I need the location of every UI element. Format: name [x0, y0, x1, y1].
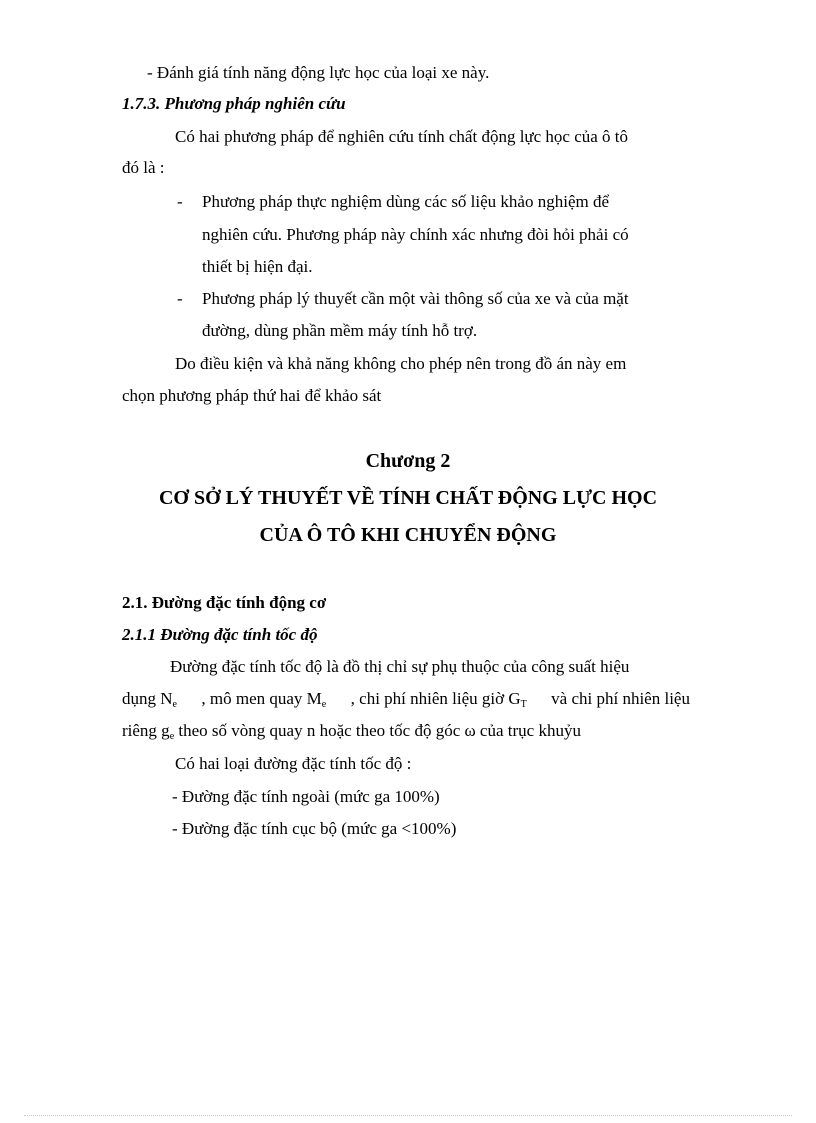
- paragraph-speed-line3: riêng $g_e$ theo số vòng quay n hoặc theo tốc độ góc ω của trục khuỷu: [122, 721, 581, 742]
- paragraph-speed-line1: Đường đặc tính tốc độ là đồ thị chỉ sự phụ thuộc của công suất hiệu: [170, 657, 630, 676]
- chapter-title-line2: CỦA Ô TÔ KHI CHUYỂN ĐỘNG: [259, 524, 557, 546]
- paragraph-choice-line2: chọn phương pháp thứ hai để khảo sát: [122, 386, 382, 405]
- paragraph-methods-line1: Có hai phương pháp để nghiên cứu tính chất động lực học của ô tô: [175, 127, 629, 146]
- type-external: - Đường đặc tính ngoài (mức ga 100%): [172, 787, 440, 806]
- type-partial: - Đường đặc tính cục bộ (mức ga <100%): [172, 819, 457, 838]
- chapter-title-line1: CƠ SỞ LÝ THUYẾT VỀ TÍNH CHẤT ĐỘNG LỰC HỌC: [158, 487, 658, 509]
- line2-seg-a: dụng $N_e$: [122, 689, 177, 710]
- line2-seg-c: , chi phí nhiên liệu giờ $G_T$: [350, 689, 527, 710]
- list-item-2-line1: Phương pháp lý thuyết cần một vài thông số của xe và của mặt: [202, 289, 629, 308]
- list-item-2-line2: đường, dùng phần mềm máy tính hỗ trợ.: [202, 321, 478, 340]
- list-item-1-line1: Phương pháp thực nghiệm dùng các số liệu khảo nghiệm để: [202, 192, 610, 211]
- heading-2-1-1: 2.1.1 Đường đặc tính tốc độ: [122, 625, 318, 644]
- line2-seg-b: , mô men quay $M_e$: [201, 689, 327, 710]
- heading-2-1: 2.1. Đường đặc tính động cơ: [122, 593, 327, 612]
- heading-1-7-3: 1.7.3. Phương pháp nghiên cứu: [122, 94, 346, 113]
- bullet-evaluate: - Đánh giá tính năng động lực học của loại xe này.: [147, 63, 490, 82]
- page-bottom-dotted-rule: [24, 1115, 792, 1116]
- line2-seg-d: và chi phí nhiên liệu: [551, 689, 690, 708]
- types-intro: Có hai loại đường đặc tính tốc độ :: [175, 754, 412, 773]
- list-item-1-line3: thiết bị hiện đại.: [202, 257, 313, 276]
- list-item-1-line2: nghiên cứu. Phương pháp này chính xác nhưng đòi hỏi phải có: [202, 225, 629, 244]
- paragraph-speed-line2: [122, 688, 690, 710]
- list-dash-2: -: [177, 289, 183, 308]
- chapter-label: Chương 2: [365, 450, 451, 472]
- paragraph-methods-line2: đó là :: [122, 158, 165, 177]
- list-dash-1: -: [177, 192, 183, 211]
- paragraph-choice-line1: Do điều kiện và khả năng không cho phép nên trong đồ án này em: [175, 354, 627, 373]
